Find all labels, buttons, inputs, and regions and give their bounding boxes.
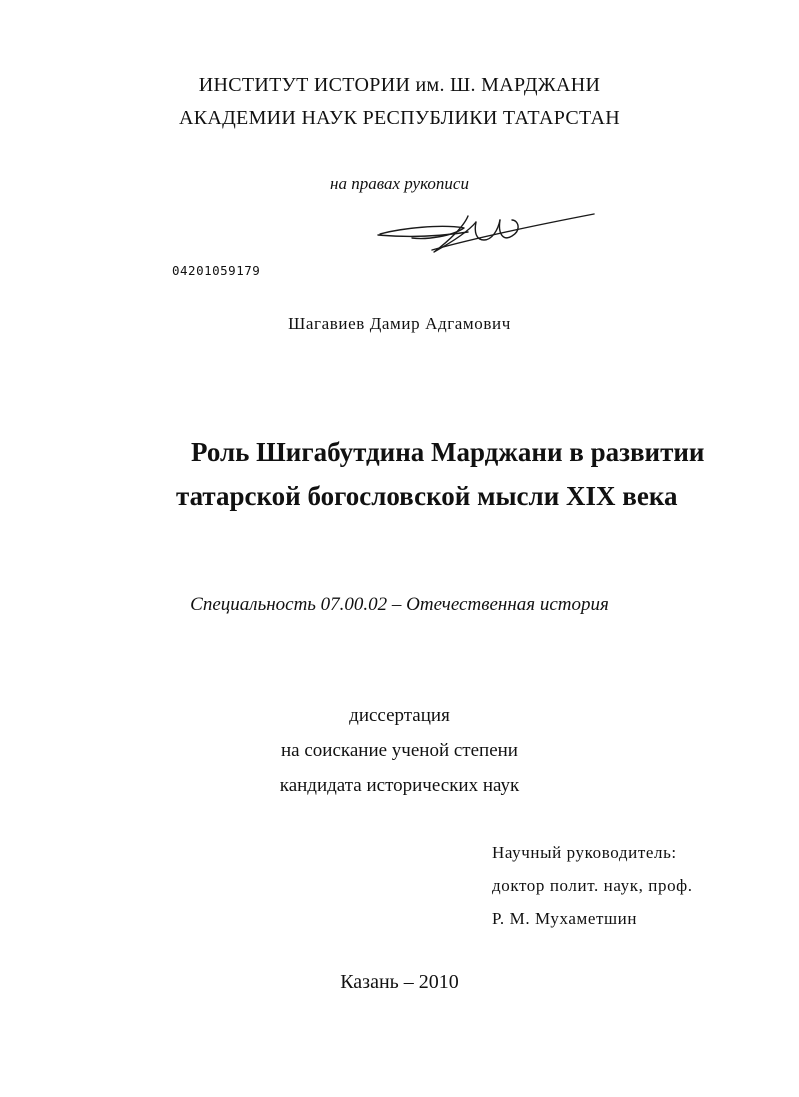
manuscript-rights-note: на правах рукописи <box>330 174 469 193</box>
institution-line-2: АКАДЕМИИ НАУК РЕСПУБЛИКИ ТАТАРСТАН <box>178 107 621 129</box>
supervisor-name: Р. М. Мухаметшин <box>492 909 638 928</box>
dissertation-purpose: на соискание ученой степени <box>281 740 518 761</box>
specialty-line: Специальность 07.00.02 – Отечественная история <box>190 594 609 615</box>
document-number: 04201059179 <box>172 263 261 278</box>
dissertation-title-line-1: Роль Шигабутдина Марджани в развитии <box>191 437 705 467</box>
signature-icon <box>372 206 598 258</box>
author-name: Шагавиев Дамир Адгамович <box>288 314 511 333</box>
supervisor-degree: доктор полит. наук, проф. <box>492 876 693 895</box>
institution-line-1: ИНСТИТУТ ИСТОРИИ им. Ш. МАРДЖАНИ <box>198 74 601 96</box>
supervisor-label: Научный руководитель: <box>492 843 677 862</box>
city-year: Казань – 2010 <box>340 971 459 993</box>
dissertation-degree: кандидата исторических наук <box>279 775 520 796</box>
dissertation-title-line-2: татарской богословской мысли XIX века <box>176 481 678 511</box>
dissertation-type: диссертация <box>349 705 450 726</box>
